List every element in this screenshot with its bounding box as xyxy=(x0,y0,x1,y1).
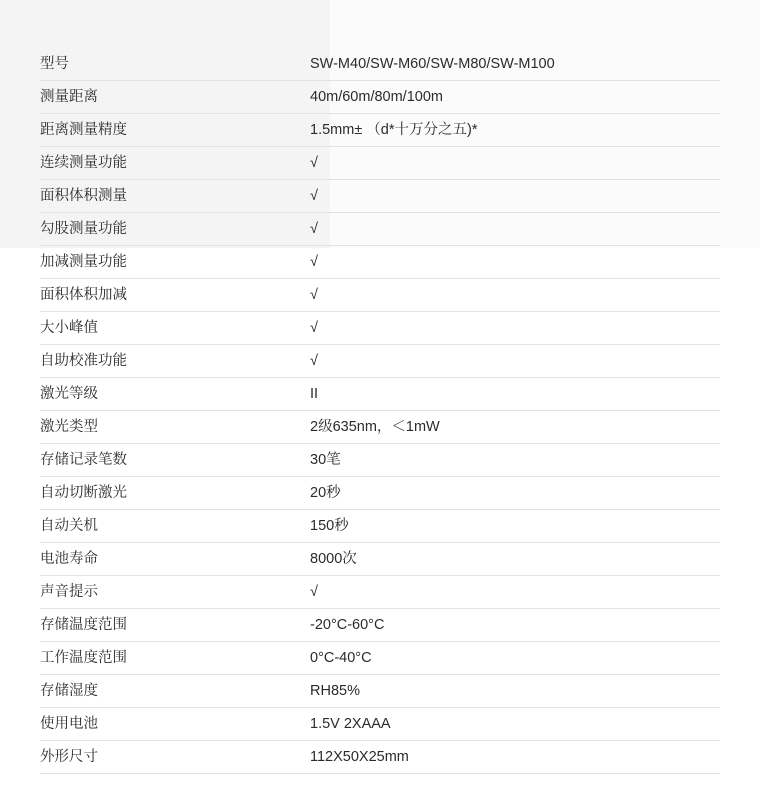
spec-label: 自动切断激光 xyxy=(40,477,310,510)
table-row xyxy=(40,675,720,708)
table-row xyxy=(40,279,720,312)
spec-value-check: √ xyxy=(310,345,720,378)
spec-value: 40m/60m/80m/100m xyxy=(310,81,720,114)
spec-label: 型号 xyxy=(40,48,310,81)
spec-value: II xyxy=(310,378,720,411)
spec-value: 1.5mm± （d*十万分之五)* xyxy=(310,114,720,147)
spec-label: 使用电池 xyxy=(40,708,310,741)
spec-value-check: √ xyxy=(310,312,720,345)
table-row xyxy=(40,477,720,510)
spec-value: 20秒 xyxy=(310,477,720,510)
spec-value: 8000次 xyxy=(310,543,720,576)
table-row xyxy=(40,114,720,147)
specification-table xyxy=(40,48,720,774)
spec-label: 面积体积加减 xyxy=(40,279,310,312)
table-row xyxy=(40,312,720,345)
spec-value: SW-M40/SW-M60/SW-M80/SW-M100 xyxy=(310,48,720,81)
spec-value-check: √ xyxy=(310,180,720,213)
spec-value: -20°C-60°C xyxy=(310,609,720,642)
spec-label: 存储温度范围 xyxy=(40,609,310,642)
spec-value-check: √ xyxy=(310,246,720,279)
spec-label: 勾股测量功能 xyxy=(40,213,310,246)
table-row xyxy=(40,444,720,477)
table-row xyxy=(40,741,720,774)
spec-value: 1.5V 2XAAA xyxy=(310,708,720,741)
spec-value-check: √ xyxy=(310,576,720,609)
table-row xyxy=(40,180,720,213)
table-row xyxy=(40,708,720,741)
spec-label: 面积体积测量 xyxy=(40,180,310,213)
spec-label: 存储湿度 xyxy=(40,675,310,708)
spec-label: 声音提示 xyxy=(40,576,310,609)
spec-label: 测量距离 xyxy=(40,81,310,114)
table-row xyxy=(40,48,720,81)
table-row xyxy=(40,147,720,180)
spec-value-check: √ xyxy=(310,213,720,246)
spec-value: 112X50X25mm xyxy=(310,741,720,774)
table-row xyxy=(40,609,720,642)
spec-label: 加减测量功能 xyxy=(40,246,310,279)
spec-label: 电池寿命 xyxy=(40,543,310,576)
table-row xyxy=(40,213,720,246)
spec-label: 自动关机 xyxy=(40,510,310,543)
spec-value: 30笔 xyxy=(310,444,720,477)
table-row xyxy=(40,576,720,609)
table-row xyxy=(40,510,720,543)
table-row xyxy=(40,543,720,576)
table-row xyxy=(40,345,720,378)
spec-value-check: √ xyxy=(310,147,720,180)
spec-value: 0°C-40°C xyxy=(310,642,720,675)
table-row xyxy=(40,81,720,114)
spec-value-check: √ xyxy=(310,279,720,312)
spec-value: RH85% xyxy=(310,675,720,708)
table-row xyxy=(40,246,720,279)
spec-label: 工作温度范围 xyxy=(40,642,310,675)
spec-label: 连续测量功能 xyxy=(40,147,310,180)
spec-label: 激光等级 xyxy=(40,378,310,411)
spec-label: 外形尺寸 xyxy=(40,741,310,774)
table-row xyxy=(40,411,720,444)
spec-label: 自助校准功能 xyxy=(40,345,310,378)
spec-value: 150秒 xyxy=(310,510,720,543)
table-row xyxy=(40,378,720,411)
spec-label: 大小峰值 xyxy=(40,312,310,345)
table-row xyxy=(40,642,720,675)
spec-label: 距离测量精度 xyxy=(40,114,310,147)
spec-value: 2级635nm，＜1mW xyxy=(310,411,720,444)
spec-table-body xyxy=(40,48,720,774)
spec-label: 激光类型 xyxy=(40,411,310,444)
spec-label: 存储记录笔数 xyxy=(40,444,310,477)
